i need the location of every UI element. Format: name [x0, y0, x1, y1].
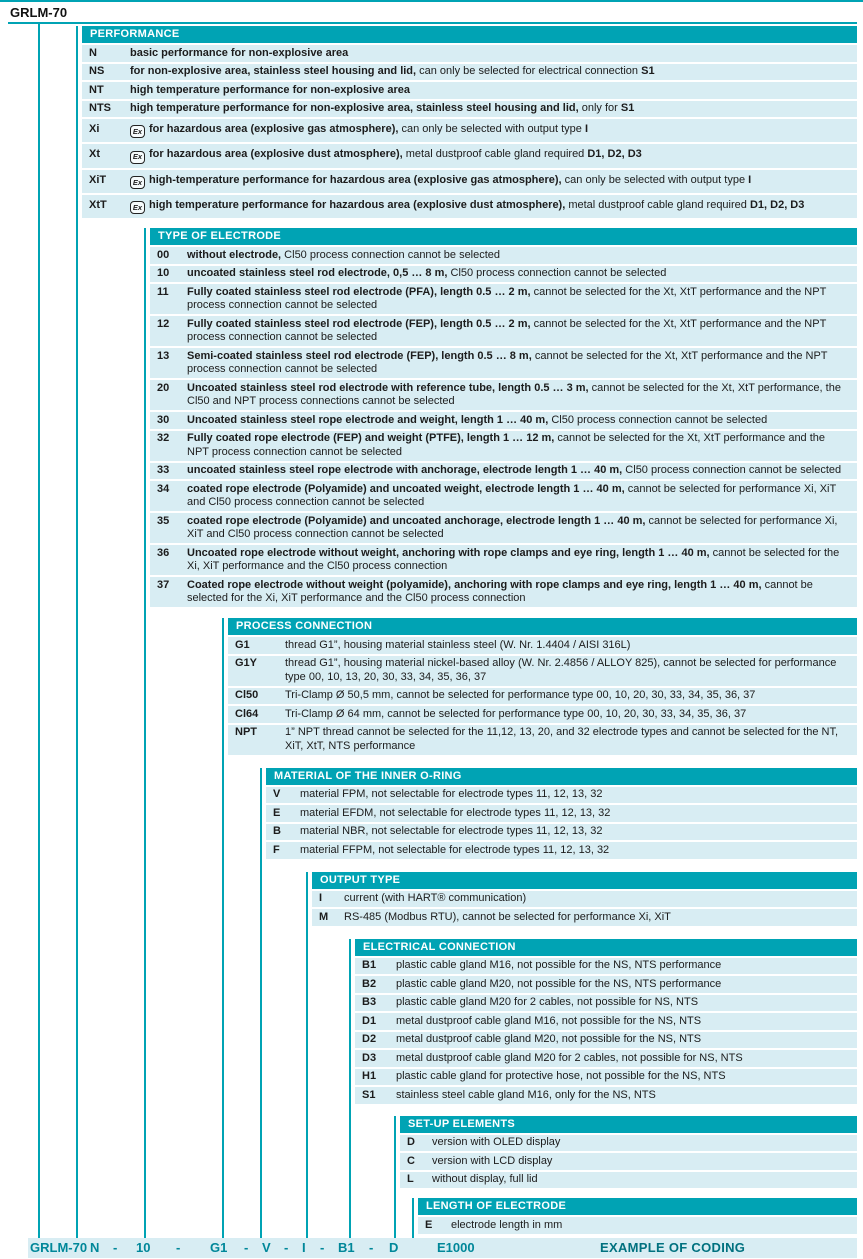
description-cell: Uncoated rope electrode without weight, anchoring with rope clamps and eye ring, length 1 … 40 m, cannot be selected for the Xi, XiT performance and the Cl50 process connection: [187, 546, 840, 572]
example-code: I: [302, 1240, 306, 1255]
code-cell: N: [89, 46, 97, 59]
oring-row-B: [266, 824, 857, 841]
description-cell: Tri-Clamp Ø 64 mm, cannot be selected for performance type 00, 10, 20, 30, 33, 34, 35, 36, 37: [285, 707, 747, 720]
electrode-row-30: [150, 412, 857, 429]
description-cell: high temperature performance for non-explosive area: [130, 83, 410, 96]
description-cell: RS-485 (Modbus RTU), cannot be selected for performance Xi, XiT: [344, 910, 671, 923]
code-cell: B2: [362, 977, 377, 990]
description-cell: material NBR, not selectable for electrode types 11, 12, 13, 32: [300, 825, 603, 837]
code-cell: L: [407, 1173, 414, 1185]
performance-row-NS: [82, 64, 857, 81]
code-cell: V: [273, 788, 281, 800]
electrode-row-37: [150, 577, 857, 607]
description-cell: Fully coated stainless steel rod electrode (PFA), length 0.5 … 2 m, cannot be selected for the Xt, XtT performance and the NPT process connection cannot be selected: [187, 285, 827, 311]
section-header: PERFORMANCE: [82, 26, 857, 43]
section-header: OUTPUT TYPE: [312, 872, 857, 889]
description-cell: plastic cable gland M20 for 2 cables, not possible for NS, NTS: [396, 996, 699, 1008]
ex-hazardous-area-icon: Ex: [130, 125, 145, 138]
code-cell: H1: [362, 1070, 377, 1082]
electrode-row-00: [150, 247, 857, 264]
process-row-NPT: [228, 725, 857, 755]
description-cell: plastic cable gland for protective hose, not possible for the NS, NTS: [396, 1070, 726, 1082]
section-performance: [82, 26, 857, 218]
performance-row-XtT: [82, 195, 857, 218]
description-cell: without electrode, Cl50 process connection cannot be selected: [187, 248, 501, 261]
description-cell: plastic cable gland M20, not possible for the NS, NTS performance: [396, 977, 722, 990]
code-cell: 13: [157, 349, 170, 362]
description-cell: version with OLED display: [432, 1136, 561, 1148]
connector-line: [144, 228, 146, 1238]
description-cell: Fully coated stainless steel rod electrode (FEP), length 0.5 … 2 m, cannot be selected for the Xt, XtT performance and the NPT process connection cannot be selected: [187, 317, 827, 343]
electrode-row-34: [150, 481, 857, 511]
description-cell: metal dustproof cable gland M16, not possible for the NS, NTS: [396, 1014, 702, 1027]
description-cell: thread G1”, housing material stainless steel (W. Nr. 1.4404 / AISI 316L): [285, 638, 631, 651]
section-header: ELECTRICAL CONNECTION: [355, 939, 857, 956]
electrode-row-10: [150, 266, 857, 283]
electrode-row-20: [150, 380, 857, 410]
connector-line: [38, 24, 40, 1238]
output-row-I: [312, 891, 857, 908]
code-cell: NS: [89, 65, 105, 77]
description-cell: without display, full lid: [432, 1173, 538, 1185]
process-row-Cl64: [228, 706, 857, 723]
code-cell: 32: [157, 432, 170, 444]
coding-sections: [0, 26, 863, 1234]
electrical-row-D3: [355, 1050, 857, 1067]
electrical-row-B1: [355, 958, 857, 975]
electrical-row-D2: [355, 1032, 857, 1049]
code-cell: C: [407, 1154, 415, 1167]
code-cell: G1Y: [235, 657, 258, 669]
description-cell: Fully coated rope electrode (FEP) and weight (PTFE), length 1 … 12 m, cannot be selected for the Xt, XtT performance and the NPT process connection cannot be selected: [187, 432, 826, 458]
process-row-G1Y: [228, 656, 857, 686]
example-separator: -: [113, 1240, 118, 1255]
connector-line: [394, 1116, 396, 1238]
code-cell: D3: [362, 1051, 377, 1064]
description-cell: version with LCD display: [432, 1154, 553, 1167]
description-cell: uncoated stainless steel rope electrode with anchorage, electrode length 1 … 40 m, Cl50 process connection cannot be selected: [187, 464, 842, 476]
performance-row-NTS: [82, 101, 857, 118]
process-row-Cl50: [228, 688, 857, 705]
description-cell: electrode length in mm: [451, 1218, 563, 1231]
example-code: GRLM-70: [30, 1240, 88, 1255]
description-cell: Uncoated stainless steel rod electrode with reference tube, length 0.5 … 3 m, cannot be selected for the Xt, XtT performance, the Cl50 and NPT process connections cannot be selected: [187, 381, 841, 407]
description-cell: thread G1”, housing material nickel-based alloy (W. Nr. 2.4856 / ALLOY 825), cannot be selected for performance type 00, 10, 13, 20, 30, 33, 34, 35, 36, 37: [285, 657, 837, 683]
description-cell: high temperature performance for non-explosive area, stainless steel housing and lid, only for S1: [130, 102, 635, 114]
example-separator: -: [176, 1240, 181, 1255]
example-code: B1: [338, 1240, 355, 1255]
oring-row-E: [266, 805, 857, 822]
code-cell: B: [273, 825, 281, 837]
section-rows: [228, 637, 857, 755]
description-cell: Ex for hazardous area (explosive gas atmosphere), can only be selected with output type I: [130, 119, 857, 142]
ex-hazardous-area-icon: Ex: [130, 176, 145, 189]
code-cell: 35: [157, 514, 170, 527]
length-row-E: [418, 1217, 857, 1234]
code-cell: 20: [157, 381, 170, 394]
code-cell: Xt: [89, 148, 100, 161]
example-separator: -: [244, 1240, 249, 1255]
connector-line: [76, 26, 78, 1238]
description-cell: Uncoated stainless steel rope electrode and weight, length 1 … 40 m, Cl50 process connection cannot be selected: [187, 413, 768, 426]
description-cell: basic performance for non-explosive area: [130, 46, 349, 59]
code-cell: XtT: [89, 198, 107, 211]
code-cell: NT: [89, 83, 104, 96]
code-cell: 00: [157, 248, 170, 261]
performance-row-N: [82, 45, 857, 62]
code-cell: S1: [362, 1088, 376, 1101]
section-electrode: [150, 228, 857, 607]
description-cell: stainless steel cable gland M16, only for the NS, NTS: [396, 1088, 656, 1101]
code-cell: I: [319, 892, 323, 904]
code-cell: 12: [157, 317, 170, 330]
electrode-row-13: [150, 348, 857, 378]
setup-row-C: [400, 1153, 857, 1170]
code-cell: NPT: [235, 726, 257, 738]
description-cell: metal dustproof cable gland M20, not possible for the NS, NTS: [396, 1033, 702, 1045]
section-length: [418, 1198, 857, 1234]
description-cell: metal dustproof cable gland M20 for 2 cables, not possible for NS, NTS: [396, 1051, 743, 1064]
description-cell: Semi-coated stainless steel rod electrode (FEP), length 0.5 … 8 m, cannot be selected for the Xt, XtT performance and the NPT process connection cannot be selected: [187, 349, 828, 375]
section-rows: [400, 1135, 857, 1189]
section-header: MATERIAL OF THE INNER O-RING: [266, 768, 857, 785]
section-header: LENGTH OF ELECTRODE: [418, 1198, 857, 1215]
connector-line: [306, 872, 308, 1238]
process-row-G1: [228, 637, 857, 654]
performance-row-XiT: [82, 170, 857, 193]
oring-row-F: [266, 842, 857, 859]
example-separator: -: [320, 1240, 325, 1255]
example-row: [28, 1238, 857, 1258]
description-cell: uncoated stainless steel rod electrode, 0,5 … 8 m, Cl50 process connection cannot be selected: [187, 267, 667, 279]
example-code: E1000: [437, 1240, 475, 1255]
code-cell: G1: [235, 638, 250, 651]
setup-row-L: [400, 1172, 857, 1189]
performance-row-Xi: [82, 119, 857, 142]
example-code: V: [262, 1240, 271, 1255]
code-cell: D: [407, 1136, 415, 1148]
code-cell: D1: [362, 1014, 377, 1027]
section-process: [228, 618, 857, 755]
description-cell: Ex high temperature performance for hazardous area (explosive dust atmosphere), metal dustproof cable gland required D1, D2, D3: [130, 195, 857, 218]
description-cell: for non-explosive area, stainless steel housing and lid, can only be selected for electrical connection S1: [130, 65, 655, 77]
description-cell: Ex for hazardous area (explosive dust atmosphere), metal dustproof cable gland required D1, D2, D3: [130, 144, 857, 167]
example-code: 10: [136, 1240, 151, 1255]
description-cell: material FPM, not selectable for electrode types 11, 12, 13, 32: [300, 788, 603, 800]
section-header: PROCESS CONNECTION: [228, 618, 857, 635]
ex-hazardous-area-icon: Ex: [130, 151, 145, 164]
title-rule: [8, 22, 857, 24]
section-setup: [400, 1116, 857, 1189]
connector-line: [260, 768, 262, 1238]
page-title: GRLM-70: [10, 5, 68, 20]
description-cell: material FFPM, not selectable for electrode types 11, 12, 13, 32: [300, 843, 610, 856]
output-row-M: [312, 909, 857, 926]
section-rows: [150, 247, 857, 607]
description-cell: Ex high-temperature performance for hazardous area (explosive gas atmosphere), can only be selected with output type I: [130, 170, 857, 193]
section-output: [312, 872, 857, 926]
code-cell: 11: [157, 285, 169, 298]
electrical-row-H1: [355, 1069, 857, 1086]
connector-line: [412, 1198, 414, 1238]
code-cell: F: [273, 843, 280, 856]
performance-row-NT: [82, 82, 857, 99]
code-cell: Cl50: [235, 689, 259, 701]
connector-line: [222, 618, 224, 1238]
code-cell: NTS: [89, 102, 111, 114]
section-oring: [266, 768, 857, 859]
section-rows: [266, 787, 857, 859]
connector-line: [349, 939, 351, 1238]
description-cell: 1” NPT thread cannot be selected for the 11,12, 13, 20, and 32 electrode types and cannot be selected for the NT, XiT, XtT, NTS performance: [285, 726, 839, 752]
code-cell: E: [425, 1218, 433, 1231]
code-cell: 10: [157, 267, 170, 279]
section-electrical: [355, 939, 857, 1104]
description-cell: coated rope electrode (Polyamide) and uncoated weight, electrode length 1 … 40 m, cannot be selected for performance Xi, XiT and Cl50 process connection cannot be selected: [187, 482, 837, 508]
code-cell: Xi: [89, 123, 100, 135]
code-cell: 30: [157, 413, 170, 426]
example-separator: -: [284, 1240, 289, 1255]
electrical-row-S1: [355, 1087, 857, 1104]
electrode-row-12: [150, 316, 857, 346]
code-cell: XiT: [89, 173, 107, 186]
electrode-row-32: [150, 431, 857, 461]
description-cell: material EFDM, not selectable for electrode types 11, 12, 13, 32: [300, 806, 611, 819]
electrical-row-B3: [355, 995, 857, 1012]
code-cell: B3: [362, 996, 377, 1008]
section-rows: [355, 958, 857, 1104]
example-code: G1: [210, 1240, 228, 1255]
example-code: N: [90, 1240, 100, 1255]
code-cell: Cl64: [235, 707, 259, 720]
oring-row-V: [266, 787, 857, 804]
code-cell: 37: [157, 578, 170, 591]
electrode-row-36: [150, 545, 857, 575]
code-cell: 33: [157, 464, 170, 476]
description-cell: Tri-Clamp Ø 50,5 mm, cannot be selected for performance type 00, 10, 20, 30, 33, 34, 35, 36, 37: [285, 689, 756, 701]
electrical-row-B2: [355, 976, 857, 993]
description-cell: plastic cable gland M16, not possible for the NS, NTS performance: [396, 959, 722, 971]
performance-row-Xt: [82, 144, 857, 167]
example-separator: -: [369, 1240, 374, 1255]
electrode-row-33: [150, 463, 857, 480]
description-cell: Coated rope electrode without weight (polyamide), anchoring with rope clamps and eye ring, length 1 … 40 m, cannot be selected for the Xi, XiT performance and the Cl50 process connection: [187, 578, 813, 604]
code-cell: M: [319, 910, 329, 923]
section-header: SET-UP ELEMENTS: [400, 1116, 857, 1133]
example-code: D: [389, 1240, 399, 1255]
section-rows: [418, 1217, 857, 1234]
example-of-coding-label: EXAMPLE OF CODING: [600, 1240, 746, 1255]
setup-row-D: [400, 1135, 857, 1152]
electrode-row-35: [150, 513, 857, 543]
code-cell: B1: [362, 959, 377, 971]
code-cell: 34: [157, 482, 170, 495]
section-rows: [82, 45, 857, 218]
ex-hazardous-area-icon: Ex: [130, 201, 145, 214]
description-cell: current (with HART® communication): [344, 892, 527, 904]
code-cell: D2: [362, 1033, 377, 1045]
electrical-row-D1: [355, 1013, 857, 1030]
code-cell: 36: [157, 546, 170, 559]
code-cell: E: [273, 806, 281, 819]
electrode-row-11: [150, 284, 857, 314]
section-header: TYPE OF ELECTRODE: [150, 228, 857, 245]
section-rows: [312, 891, 857, 926]
description-cell: coated rope electrode (Polyamide) and uncoated anchorage, electrode length 1 … 40 m, cannot be selected for performance Xi, XiT and Cl50 process connection cannot be selected: [187, 514, 838, 540]
